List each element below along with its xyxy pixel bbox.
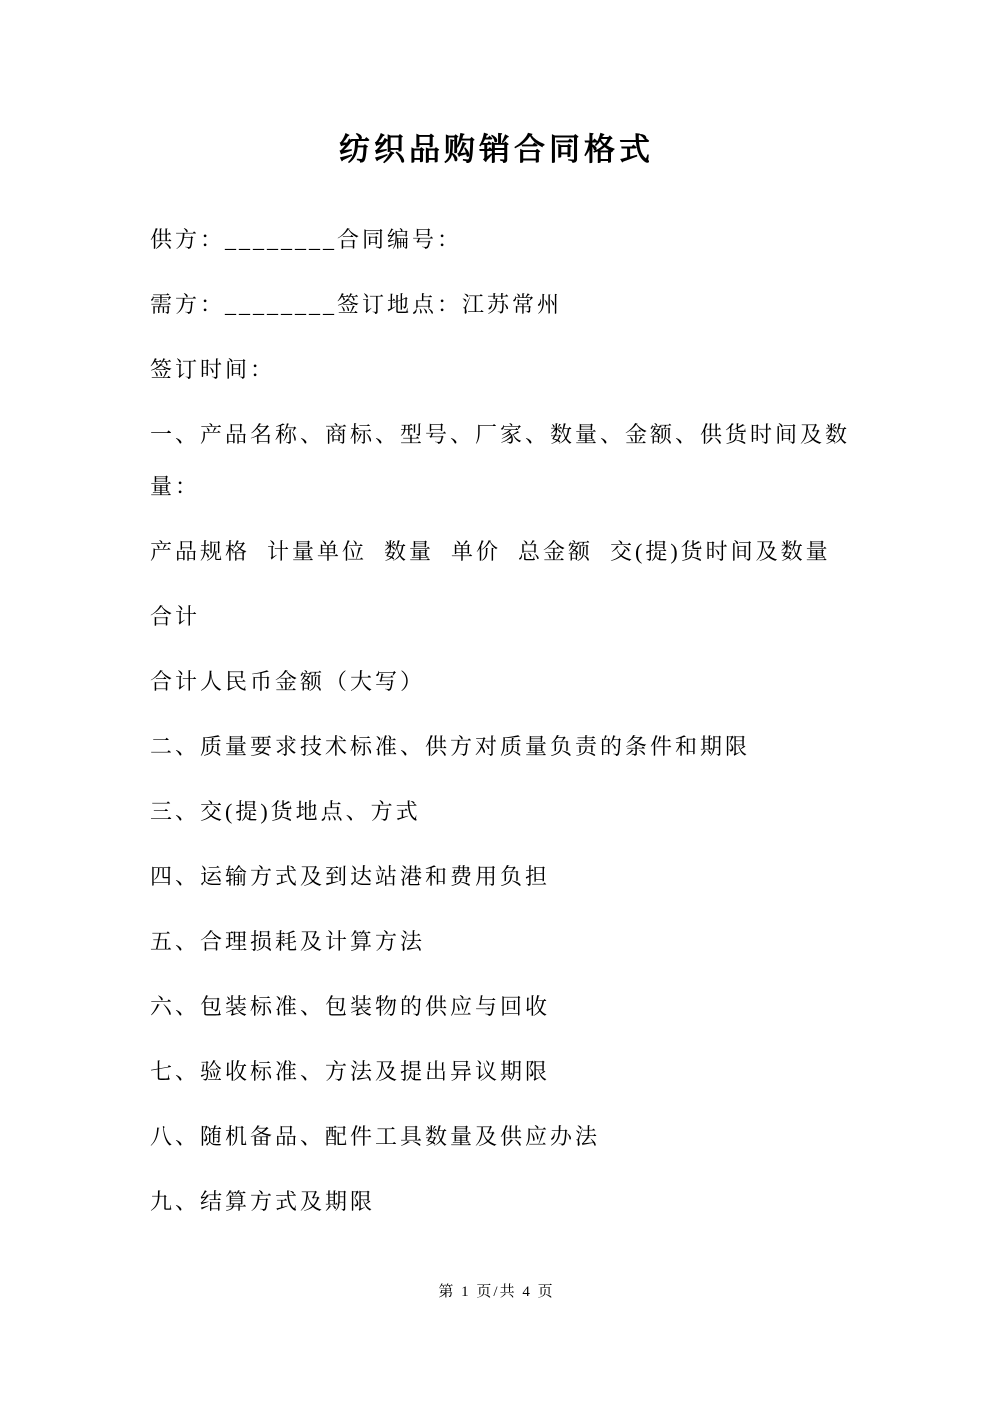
clause-1-product-info: 一、产品名称、商标、型号、厂家、数量、金额、供货时间及数量： [150, 422, 851, 499]
page-number-footer: 第 1 页/共 4 页 [438, 1284, 555, 1300]
document-title: 纺织品购销合同格式 [339, 132, 654, 167]
clause-8-spare-parts: 八、随机备品、配件工具数量及供应办法 [150, 1124, 601, 1149]
buyer-signing-place-line: 需方：________签订地点：江苏常州 [150, 292, 563, 317]
supplier-contract-number-line: 供方：________合同编号： [150, 227, 463, 252]
total-line: 合计 [150, 604, 201, 629]
product-table-header-line: 产品规格 计量单位 数量 单价 总金额 交(提)货时间及数量 [150, 539, 831, 564]
signing-time-line: 签订时间： [150, 357, 276, 382]
clause-7-acceptance-standard: 七、验收标准、方法及提出异议期限 [150, 1059, 551, 1084]
document-body [150, 214, 875, 1228]
clause-2-quality-requirements: 二、质量要求技术标准、供方对质量负责的条件和期限 [150, 734, 751, 759]
clause-4-transport-mode: 四、运输方式及到达站港和费用负担 [150, 864, 551, 889]
total-amount-in-words-line: 合计人民币金额（大写） [150, 669, 426, 694]
clause-3-delivery-place: 三、交(提)货地点、方式 [150, 799, 421, 824]
clause-5-reasonable-loss: 五、合理损耗及计算方法 [150, 929, 426, 954]
clause-6-packaging-standard: 六、包装标准、包装物的供应与回收 [150, 994, 551, 1019]
clause-9-settlement-method: 九、结算方式及期限 [150, 1189, 376, 1214]
